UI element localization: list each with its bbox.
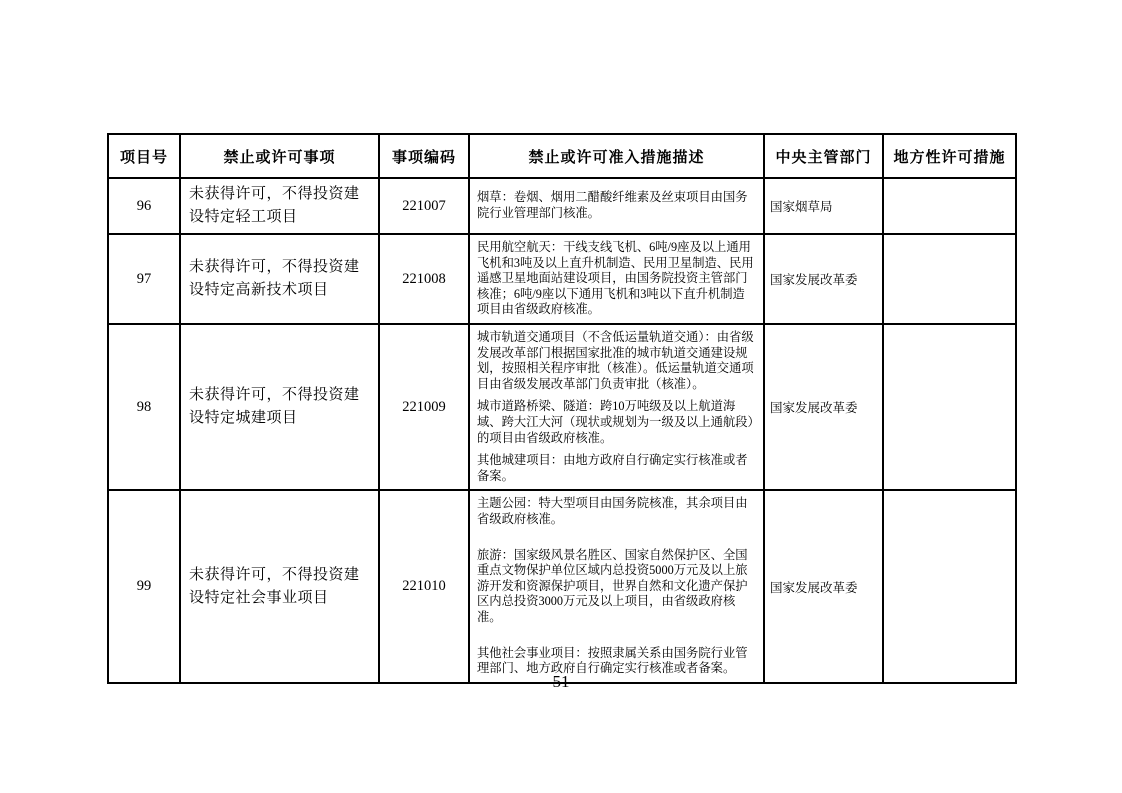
cell-central-dept: 国家发展改革委 — [764, 324, 883, 490]
admin-measures-table — [107, 133, 1017, 684]
cell-prohibited-item: 未获得许可，不得投资建设特定轻工项目 — [180, 178, 379, 234]
page-number: 51 — [552, 672, 570, 691]
cell-local-measure — [883, 490, 1016, 682]
description-paragraph: 城市道路桥梁、隧道：跨10万吨级及以上航道海域、跨大江大河（现状或规划为一级及以上通航段）的项目由省级政府核准。 — [477, 399, 754, 445]
header-project-no: 项目号 — [108, 134, 180, 178]
cell-local-measure — [883, 234, 1016, 324]
cell-prohibited-item: 未获得许可，不得投资建设特定社会事业项目 — [180, 490, 379, 682]
description-paragraph: 其他社会事业项目：按照隶属关系由国务院行业管理部门、地方政府自行确定实行核准或者备案。 — [477, 645, 748, 676]
cell-measure-description — [469, 490, 764, 682]
cell-measure-description — [469, 234, 764, 324]
description-paragraph: 主题公园：特大型项目由国务院核准，其余项目由省级政府核准。 — [477, 496, 748, 526]
cell-measure-description — [469, 178, 764, 234]
table-row — [108, 234, 1016, 324]
table-row — [108, 490, 1016, 682]
table-header-row — [108, 134, 1016, 178]
cell-measure-description — [469, 324, 764, 490]
cell-local-measure — [883, 324, 1016, 490]
header-measure-description: 禁止或许可准入措施描述 — [469, 134, 764, 178]
cell-central-dept: 国家发展改革委 — [764, 234, 883, 324]
cell-project-no: 96 — [108, 178, 180, 234]
header-prohibited-item: 禁止或许可事项 — [180, 134, 379, 178]
cell-project-no: 98 — [108, 324, 180, 490]
cell-prohibited-item: 未获得许可，不得投资建设特定高新技术项目 — [180, 234, 379, 324]
header-item-code: 事项编码 — [379, 134, 469, 178]
description-paragraph: 城市轨道交通项目（不含低运量轨道交通）：由省级发展改革部门根据国家批准的城市轨道交通建设规划，按照相关程序审批（核准）。低运量轨道交通项目由省级发展改革部门负责审批（核准）。 — [477, 330, 754, 391]
cell-project-no: 99 — [108, 490, 180, 682]
cell-central-dept: 国家烟草局 — [764, 178, 883, 234]
cell-item-code: 221007 — [379, 178, 469, 234]
cell-central-dept: 国家发展改革委 — [764, 490, 883, 682]
cell-local-measure — [883, 178, 1016, 234]
table-row — [108, 178, 1016, 234]
description-paragraph: 烟草：卷烟、烟用二醋酸纤维素及丝束项目由国务院行业管理部门核准。 — [477, 190, 748, 220]
description-paragraph: 其他城建项目：由地方政府自行确定实行核准或者备案。 — [477, 453, 748, 483]
header-local-measure: 地方性许可措施 — [883, 134, 1016, 178]
cell-item-code: 221009 — [379, 324, 469, 490]
description-paragraph: 旅游：国家级风景名胜区、国家自然保护区、全国重点文物保护单位区域内总投资5000万元及以上旅游开发和资源保护项目，世界自然和文化遗产保护区内总投资3000万元及以上项目，由省级政府核准。 — [477, 547, 748, 624]
table-row — [108, 324, 1016, 490]
cell-item-code: 221008 — [379, 234, 469, 324]
cell-prohibited-item: 未获得许可，不得投资建设特定城建项目 — [180, 324, 379, 490]
cell-project-no: 97 — [108, 234, 180, 324]
description-paragraph: 民用航空航天：干线支线飞机、6吨/9座及以上通用飞机和3吨及以上直升机制造、民用卫星制造、民用遥感卫星地面站建设项目，由国务院投资主管部门核准；6吨/9座以下通用飞机和3吨以下直升机制造项目由省级政府核准。 — [477, 240, 754, 317]
header-central-dept: 中央主管部门 — [764, 134, 883, 178]
cell-item-code: 221010 — [379, 490, 469, 682]
